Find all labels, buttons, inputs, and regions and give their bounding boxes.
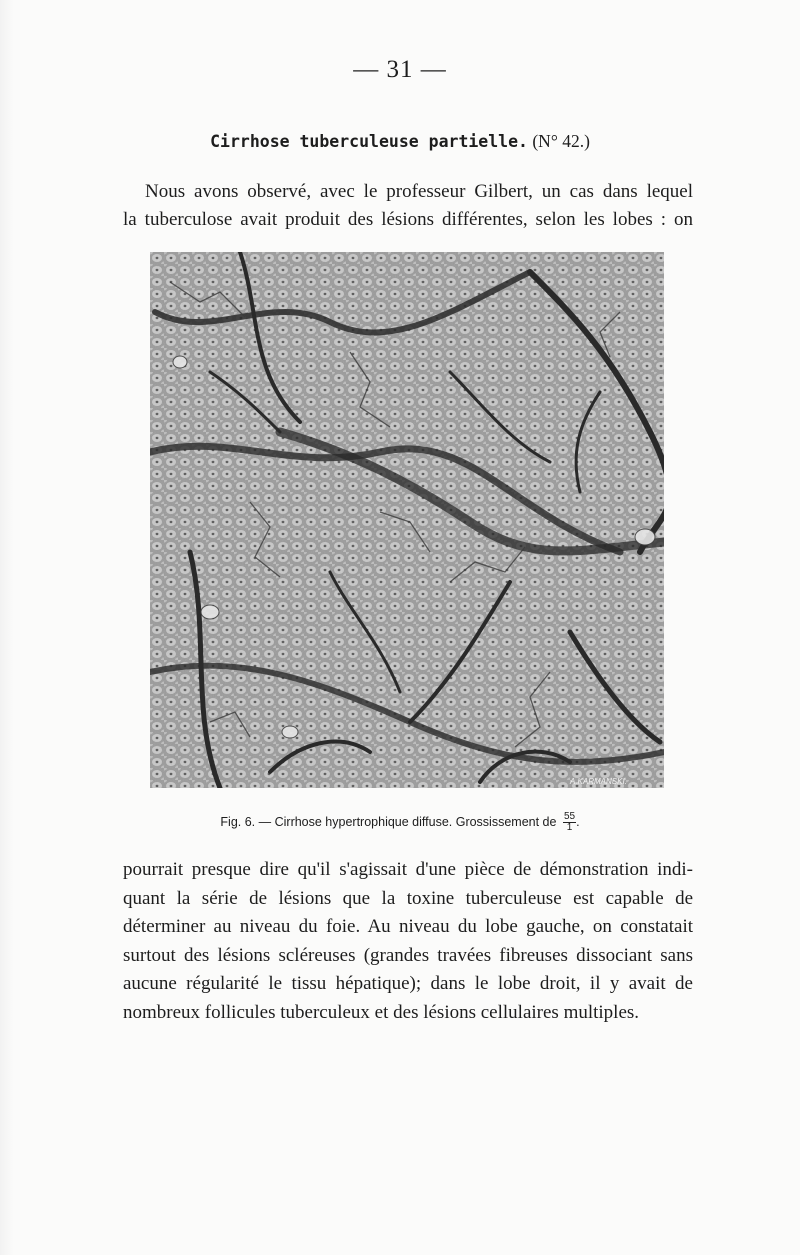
body-paragraph: [123, 856, 693, 1028]
body-line: nombreux follicules tuberculeux et des lésions cellulaires multiples.: [123, 1001, 640, 1023]
histology-figure: [150, 252, 664, 788]
body-line: déterminer au niveau du foie. Au niveau du lobe gauche, on constatait: [123, 916, 693, 938]
magnification-numerator: 55: [563, 811, 576, 822]
body-line: surtout des lésions scléreuses (grandes travées fibreuses dissociant sans: [123, 944, 693, 966]
page-edge-shadow: [0, 0, 14, 1255]
section-reference: (N° 42.): [532, 131, 590, 151]
section-title: [0, 131, 800, 152]
intro-line: Nous avons observé, avec le professeur Gilbert, un cas dans lequel: [145, 181, 693, 202]
engraver-signature: A.KARMANSKI.: [570, 777, 627, 786]
figure-caption: [0, 812, 800, 833]
intro-paragraph: [123, 178, 693, 234]
caption-text: Fig. 6. — Cirrhose hypertrophique diffuse. Grossissement de: [220, 814, 557, 829]
page-number: — 31 —: [353, 56, 447, 83]
body-line: quant la série de lésions que la toxine tuberculeuse est capable de: [123, 887, 693, 909]
section-title-text: Cirrhose tuberculeuse partielle.: [210, 132, 528, 151]
intro-line: la tuberculose avait produit des lésions différentes, selon les lobes : on: [123, 209, 693, 230]
caption-period: .: [576, 814, 580, 829]
body-line: aucune régularité le tissu hépatique); dans le lobe droit, il y avait de: [123, 973, 693, 995]
body-line: pourrait presque dire qu'il s'agissait d'une pièce de démonstration indi-: [123, 859, 693, 880]
magnification-fraction: [563, 812, 576, 833]
liver-tissue-engraving: [150, 252, 664, 788]
magnification-denominator: 1: [566, 822, 573, 833]
